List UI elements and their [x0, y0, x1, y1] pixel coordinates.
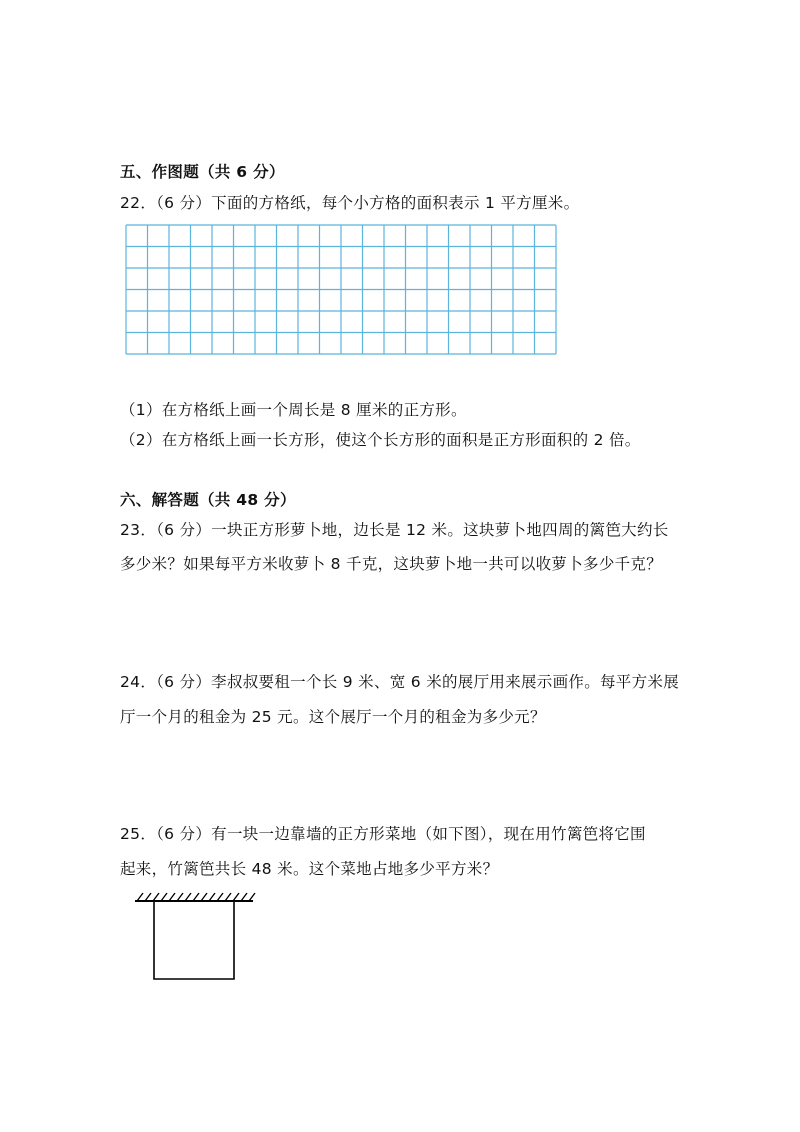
section-5-heading: 五、作图题（共 6 分） [120, 163, 285, 181]
square-garden-against-wall-figure [133, 891, 257, 983]
question-22-stem: 22．（6 分）下面的方格纸，每个小方格的面积表示 1 平方厘米。 [120, 194, 580, 212]
question-25-line-2: 起来，竹篱笆共长 48 米。这个菜地占地多少平方米？ [120, 860, 499, 878]
question-22-part-2: （2）在方格纸上画一长方形，使这个长方形的面积是正方形面积的 2 倍。 [120, 431, 641, 449]
section-6-heading: 六、解答题（共 48 分） [120, 491, 296, 509]
question-23-line-1: 23．（6 分）一块正方形萝卜地，边长是 12 米。这块萝卜地四周的篱笆大约长 [120, 521, 669, 539]
grid-lines [126, 225, 556, 354]
square-grid-paper [125, 224, 559, 364]
square-garden [154, 901, 234, 979]
question-24-line-1: 24．（6 分）李叔叔要租一个长 9 米、宽 6 米的展厅用来展示画作。每平方米展 [120, 673, 679, 691]
question-22-part-1: （1）在方格纸上画一个周长是 8 厘米的正方形。 [120, 401, 467, 419]
wall-hatching [137, 893, 255, 901]
question-23-line-2: 多少米？如果每平方米收萝卜 8 千克，这块萝卜地一共可以收萝卜多少千克？ [120, 555, 663, 573]
question-24-line-2: 厅一个月的租金为 25 元。这个展厅一个月的租金为多少元？ [120, 708, 546, 726]
question-25-line-1: 25．（6 分）有一块一边靠墙的正方形菜地（如下图），现在用竹篱笆将它围 [120, 825, 646, 843]
